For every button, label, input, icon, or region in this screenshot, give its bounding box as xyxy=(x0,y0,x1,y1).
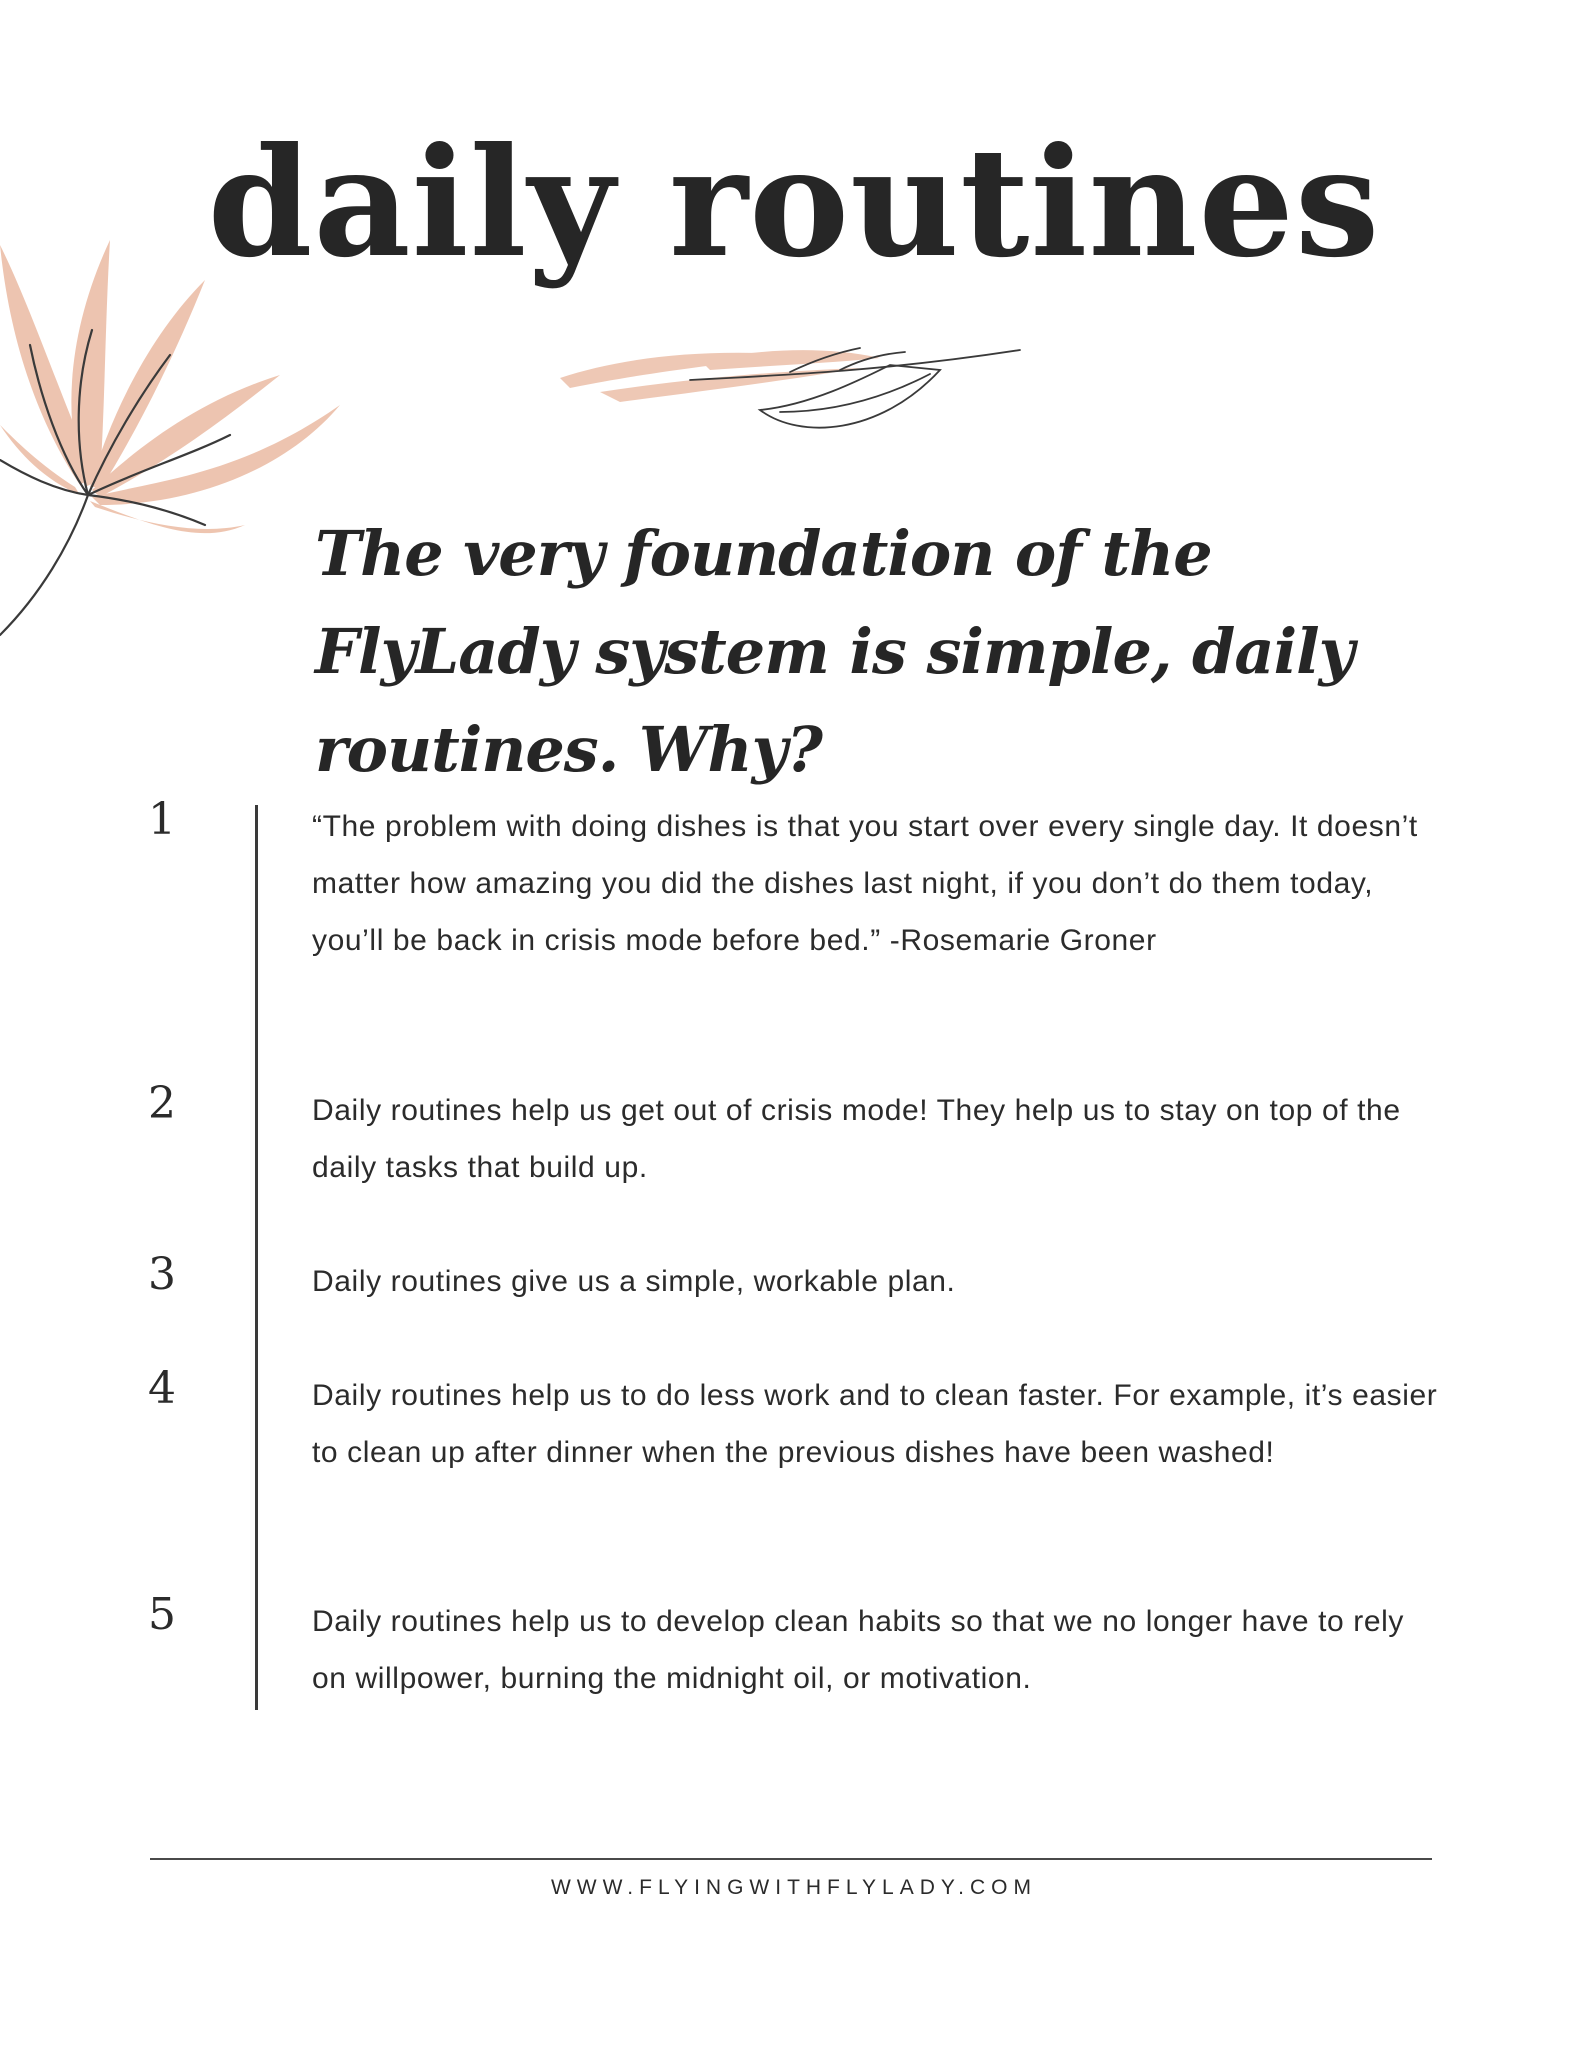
vertical-divider xyxy=(255,805,258,1710)
item-text: Daily routines help us get out of crisis mode! They help us to stay on top of the daily tasks that build up. xyxy=(312,1094,1401,1184)
page-title: daily routines xyxy=(207,115,1381,291)
item-text: Daily routines help us to do less work and to clean faster. For example, it’s easier to clean up after dinner when the previous dishes have been washed! xyxy=(312,1379,1438,1469)
item-text: Daily routines help us to develop clean habits so that we no longer have to rely on willpower, burning the midnight oil, or motivation. xyxy=(312,1605,1404,1695)
page-subtitle: The very foundation of the FlyLady system is simple, daily routines. Why? xyxy=(315,517,1354,786)
footer-website: WWW.FLYINGWITHFLYLADY.COM xyxy=(550,1876,1037,1899)
item-number: 3 xyxy=(148,1249,176,1300)
item-text: Daily routines give us a simple, workable plan. xyxy=(312,1265,956,1298)
item-number: 2 xyxy=(148,1078,176,1129)
item-number: 5 xyxy=(148,1589,176,1640)
watercolor-sprig-illustration xyxy=(560,340,1030,450)
item-number: 1 xyxy=(148,794,176,845)
footer-divider xyxy=(150,1858,1432,1860)
item-text: “The problem with doing dishes is that you start over every single day. It doesn’t matter how amazing you did the dishes last night, if you don’t do them today, you’ll be back in crisis mode before bed.” -Rosemarie Groner xyxy=(312,810,1418,957)
item-number: 4 xyxy=(148,1363,176,1414)
